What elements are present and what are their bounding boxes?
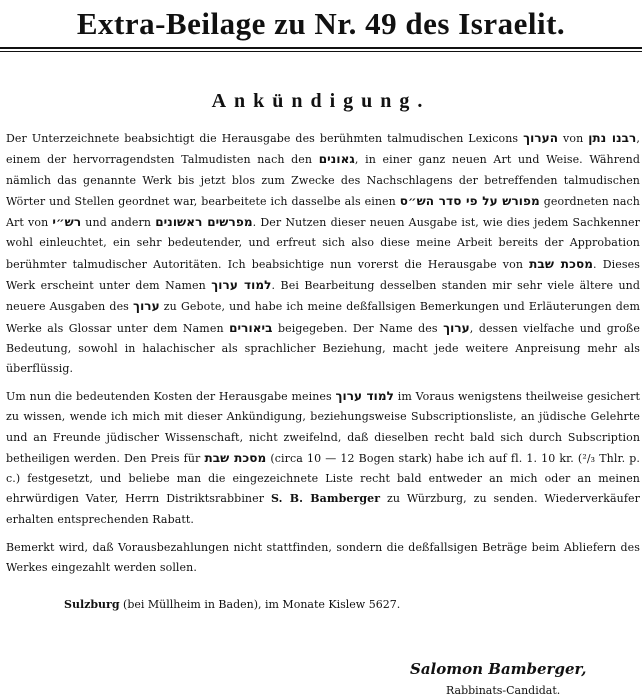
announcement-heading: Ankündigung.: [211, 90, 431, 112]
text-run: , einem der hervorragendsten Talmudisten nach den: [6, 132, 640, 167]
text-run: geordneten nach Art von: [6, 194, 640, 230]
dateline: [64, 598, 400, 611]
hebrew-term: ערוך: [133, 299, 160, 314]
hebrew-term: מפרשים ראשונים: [155, 215, 253, 230]
text-run: zu Würzburg, zu senden. Wiederverkäufer erhalten entsprechenden Rabatt.: [6, 492, 640, 526]
hebrew-term: רבנו נתן: [588, 131, 637, 145]
dateline-rest: (bei Müllheim in Baden), im Monate Kislew 5627.: [119, 598, 401, 611]
hebrew-term: מסכת שבת: [204, 450, 267, 465]
text-run: im Voraus wenigstens theilweise gesichert zu wissen, wende ich mich mit dieser Ankündigung, beziehungsweise Subscriptionsliste, an jüdische Gelehrte und an Freunde jüdischer Wissenschaft, nicht zweifelnd, daß dieselben recht bald sich durch Subscription betheiligen werden. Den Preis für: [6, 390, 640, 465]
hebrew-term: ערוך: [443, 320, 470, 335]
text-run: Der Unterzeichnete beabsichtigt die Herausgabe des berühmten talmudischen Lexicons: [6, 132, 524, 145]
masthead-rule-thin: [0, 51, 642, 52]
paragraph-3-text: Bemerkt wird, daß Vorausbezahlungen nicht stattfinden, sondern die deßfallsigen Beträge beim Abliefern des Werkes eingezahlt werden sollen.: [6, 541, 640, 575]
hebrew-term: גאונים: [318, 152, 355, 167]
paragraph-1-text: [6, 128, 640, 380]
text-run: und andern: [81, 216, 156, 230]
text-run: . Der Nutzen dieser neuen Ausgabe ist, wie dies jedem Sachkenner wohl einleuchtet, ein sehr bedeutender, und erfreut sich also diese meine Arbeit bereits der Approbation berühmter talmudischer Autoritäten. Ich beabsichtige nun vorerst die Herausgabe von: [6, 216, 641, 271]
hebrew-term: למוד ערוך: [335, 389, 395, 403]
masthead-rule-thick: [0, 47, 642, 49]
hebrew-term: רש״י: [52, 215, 82, 230]
text-run: , in einer ganz neuen Art und Weise. Während nämlich das genannte Werk bis jetzt blos zum Zwecke des Nachschlagens der betreffenden talmudischen Wörter und Stellen geordnet war, bearbeitete ich dasselbe als einen: [6, 153, 640, 208]
hebrew-term: מפורש על פי סדר הש״ס: [399, 193, 540, 208]
masthead-title: Extra-Beilage zu Nr. 49 des Israelit.: [76, 6, 566, 41]
text-run: Um nun die bedeutenden Kosten der Herausgabe meines: [6, 390, 336, 403]
signature-name: Salomon Bamberger,: [410, 660, 587, 678]
paragraph-2: [6, 386, 640, 530]
dateline-place: Sulzburg: [64, 598, 120, 611]
text-run: . Bei Bearbeitung desselben standen mir sehr viele ältere und neuere Ausgaben des: [6, 279, 640, 314]
text-run: (circa 10 — 12 Bogen stark) habe ich auf fl. 1. 10 kr. (²/₃ Thlr. p. c.) festgesetzt, und beliebe man die eingezeichnete Liste recht bald entweder an mich oder an meinen ehrwürdigen Vater, Herrn Distriktsrabbiner: [6, 451, 640, 506]
paragraph-1: [6, 128, 641, 380]
signature-title: Rabbinats-Candidat.: [446, 684, 561, 697]
hebrew-term: הערוך: [523, 131, 559, 145]
hebrew-term: מסכת שבת: [529, 256, 594, 271]
text-run: . Dieses Werk erscheint unter dem Namen: [6, 257, 640, 293]
paragraph-2-text: [6, 386, 640, 530]
paragraph-3: [6, 538, 640, 579]
text-run: von: [558, 132, 589, 145]
text-run: , dessen vielfache und große Bedeutung, sowohl in halachischer als sprachlicher Beziehung, macht jede weitere Anpreisung mehr als überflüssig.: [6, 321, 640, 376]
text-run: zu Gebote, und habe ich meine deßfallsigen Bemerkungen und Erläuterungen dem Werke als Glossar unter dem Namen: [6, 300, 640, 335]
text-run: beigegeben. Der Name des: [272, 321, 444, 335]
hebrew-term: למוד ערוך: [211, 278, 272, 293]
bold-name: S. B. Bamberger: [270, 492, 381, 506]
hebrew-term: ביאורים: [229, 320, 273, 335]
